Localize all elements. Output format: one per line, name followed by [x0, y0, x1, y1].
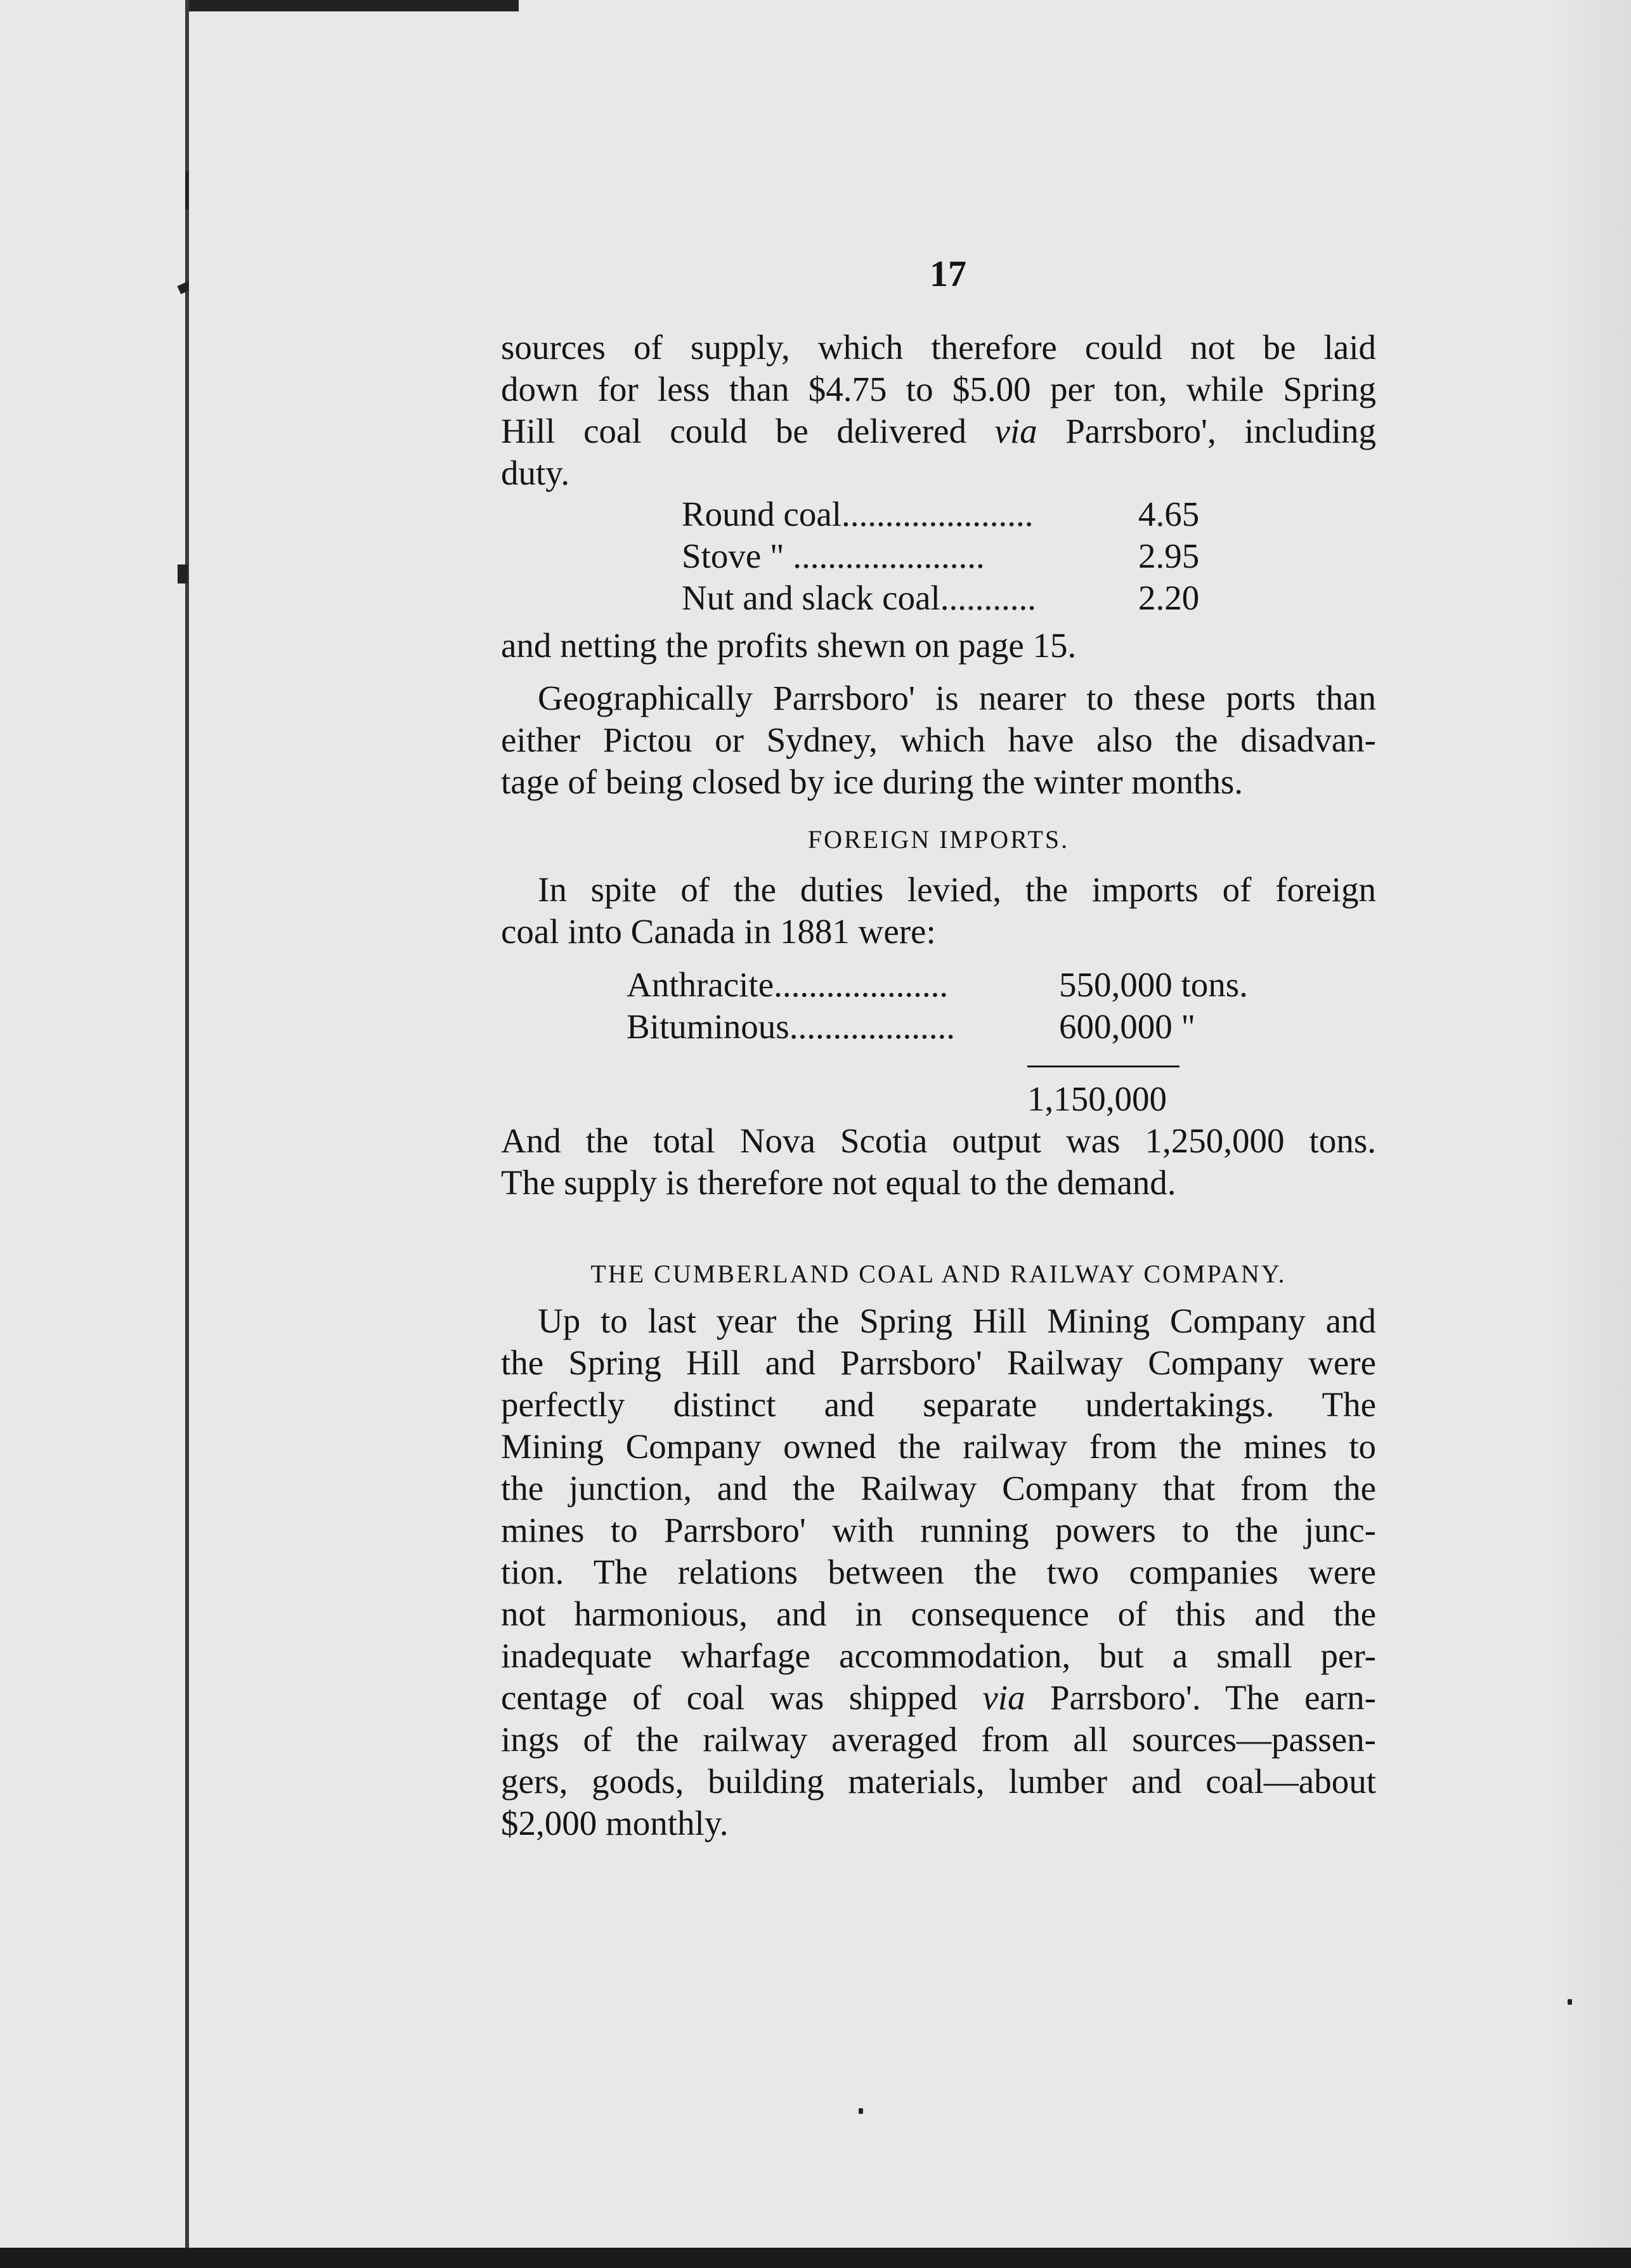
- paragraph-cumberland: [501, 1300, 1376, 1844]
- price-value: 2.20: [1138, 578, 1200, 617]
- scan-edge-bottom: [0, 2248, 1631, 2268]
- import-total-row: [1027, 1078, 1218, 1120]
- text-line: perfectly distinct and separate undertakings. The: [501, 1385, 1376, 1424]
- price-row-nut-slack: [682, 577, 1214, 619]
- import-label: Bituminous...................: [627, 1007, 955, 1046]
- text-line: the junction, and the Railway Company that from the: [501, 1469, 1376, 1508]
- imports-table: [627, 964, 1292, 1048]
- text-line: Up to last year the Spring Hill Mining Company and: [538, 1301, 1376, 1340]
- text-line: Hill coal could be delivered via Parrsboro', including: [501, 412, 1376, 450]
- price-value: 2.95: [1138, 537, 1200, 575]
- book-gutter: [0, 0, 189, 2268]
- price-value: 4.65: [1138, 495, 1200, 533]
- text-line: coal into Canada in 1881 were:: [501, 912, 936, 951]
- text-line: ings of the railway averaged from all sources—passen-: [501, 1720, 1376, 1759]
- paragraph-output: [501, 1120, 1376, 1204]
- speck: [1568, 1999, 1572, 2005]
- price-row-stove: [682, 535, 1214, 577]
- paragraph-foreign-imports: [501, 869, 1376, 953]
- imports-total: [1027, 1078, 1218, 1120]
- import-label: Anthracite....................: [627, 965, 949, 1004]
- text-line: inadequate wharfage accommodation, but a small per-: [501, 1636, 1376, 1675]
- import-total-value: 1,150,000: [1027, 1079, 1167, 1118]
- price-row-round: [682, 493, 1214, 535]
- text-line: either Pictou or Sydney, which have also the disadvan-: [501, 720, 1376, 759]
- price-label: Stove " ......................: [682, 537, 985, 575]
- import-row-bituminous: [627, 1006, 1292, 1048]
- import-row-anthracite: [627, 964, 1292, 1006]
- price-label: Round coal......................: [682, 495, 1034, 533]
- total-rule: [1027, 1066, 1179, 1067]
- text-line: $2,000 monthly.: [501, 1804, 729, 1842]
- italic-via: via: [994, 412, 1037, 450]
- text-line: down for less than $4.75 to $5.00 per ton, while Spring: [501, 370, 1376, 408]
- import-value: 550,000 tons.: [1059, 965, 1248, 1004]
- text-line: Geographically Parrsboro' is nearer to these ports than: [538, 679, 1376, 717]
- page-number: 17: [930, 253, 966, 294]
- italic-via: via: [982, 1678, 1025, 1717]
- text-line: sources of supply, which therefore could not be laid: [501, 328, 1376, 367]
- text-line: tage of being closed by ice during the winter months.: [501, 762, 1243, 801]
- text-line: the Spring Hill and Parrsboro' Railway Company were: [501, 1343, 1376, 1382]
- text-line: mines to Parrsboro' with running powers to the junc-: [501, 1511, 1376, 1549]
- speck: [859, 2108, 863, 2114]
- paragraph-geography: [501, 677, 1376, 803]
- price-label: Nut and slack coal...........: [682, 578, 1037, 617]
- section-heading-foreign-imports: FOREIGN IMPORTS.: [807, 825, 1070, 854]
- section-heading-cumberland: THE CUMBERLAND COAL AND RAILWAY COMPANY.: [590, 1260, 1287, 1288]
- scan-edge-top: [189, 0, 519, 11]
- import-value: 600,000 ": [1059, 1007, 1195, 1046]
- page-edge-shade: [1547, 0, 1631, 2248]
- text-line: and netting the profits shewn on page 15.: [501, 626, 1077, 665]
- gutter-mark: [178, 564, 188, 583]
- text-line: gers, goods, building materials, lumber and coal—about: [501, 1762, 1376, 1801]
- paragraph-netting: [501, 625, 1376, 667]
- paragraph-sources-of-supply: [501, 327, 1376, 494]
- coal-price-table: [682, 493, 1214, 619]
- text-line: The supply is therefore not equal to the demand.: [501, 1163, 1176, 1202]
- text-line: centage of coal was shipped via Parrsboro'. The earn-: [501, 1678, 1376, 1717]
- text-line: In spite of the duties levied, the imports of foreign: [538, 870, 1376, 909]
- text-line: Mining Company owned the railway from the mines to: [501, 1427, 1376, 1466]
- text-line: And the total Nova Scotia output was 1,250,000 tons.: [501, 1121, 1376, 1160]
- text-line: duty.: [501, 453, 569, 492]
- text-line: tion. The relations between the two companies were: [501, 1553, 1376, 1591]
- text-line: not harmonious, and in consequence of this and the: [501, 1594, 1376, 1633]
